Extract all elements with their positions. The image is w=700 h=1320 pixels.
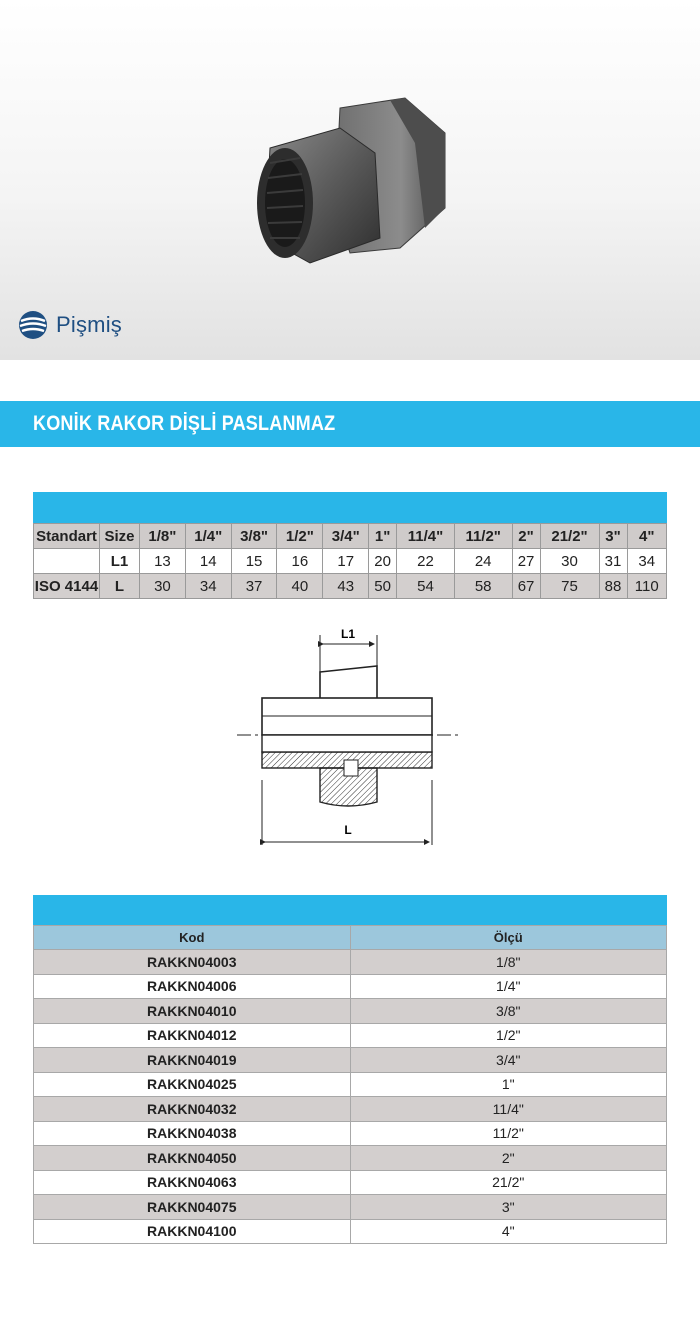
dimension-value: 22 <box>397 549 455 574</box>
size-col-header: 2" <box>512 524 540 549</box>
olcu-cell: 3/4" <box>350 1048 667 1073</box>
dimension-row-l <box>34 574 667 599</box>
dimension-value: 40 <box>277 574 323 599</box>
product-hero <box>0 0 700 360</box>
brand-name: Pişmiş <box>56 312 122 337</box>
size-col-header: 3/4" <box>323 524 369 549</box>
kod-cell: RAKKN04100 <box>34 1219 351 1244</box>
size-col-header: 1/2" <box>277 524 323 549</box>
kod-column-header: Kod <box>34 926 351 950</box>
table-row <box>34 1097 667 1122</box>
codes-header-row <box>34 926 667 950</box>
size-col-header: 21/2" <box>540 524 599 549</box>
table-row <box>34 1023 667 1048</box>
olcu-cell: 3/8" <box>350 999 667 1024</box>
dimension-value: 14 <box>185 549 231 574</box>
dimension-value: 50 <box>369 574 397 599</box>
product-title-bar <box>0 401 700 447</box>
olcu-cell: 21/2" <box>350 1170 667 1195</box>
size-header: Size <box>100 524 140 549</box>
kod-cell: RAKKN04010 <box>34 999 351 1024</box>
kod-cell: RAKKN04025 <box>34 1072 351 1097</box>
drawing-label-l: L <box>344 823 352 837</box>
dimension-label: L1 <box>100 549 140 574</box>
dimension-value: 15 <box>231 549 277 574</box>
olcu-cell: 2" <box>350 1146 667 1171</box>
dimension-value: 13 <box>140 549 186 574</box>
table-row <box>34 1146 667 1171</box>
size-col-header: 4" <box>627 524 667 549</box>
drawing-label-l1: L1 <box>340 627 356 641</box>
size-col-header: 11/2" <box>454 524 512 549</box>
table-row <box>34 1170 667 1195</box>
dimensions-table-header-bar <box>33 492 667 523</box>
dimension-value: 54 <box>397 574 455 599</box>
kod-cell: RAKKN04019 <box>34 1048 351 1073</box>
union-fitting-image <box>240 88 460 268</box>
dimension-value: 30 <box>540 549 599 574</box>
kod-cell: RAKKN04032 <box>34 1097 351 1122</box>
size-col-header: 3/8" <box>231 524 277 549</box>
codes-table-section <box>33 895 667 1244</box>
table-row <box>34 1219 667 1244</box>
table-row <box>34 974 667 999</box>
dimension-value: 67 <box>512 574 540 599</box>
dimension-value: 31 <box>599 549 627 574</box>
kod-cell: RAKKN04063 <box>34 1170 351 1195</box>
pismis-logo-icon <box>18 310 48 340</box>
table-row <box>34 1121 667 1146</box>
dimension-label: L <box>100 574 140 599</box>
olcu-cell: 3" <box>350 1195 667 1220</box>
olcu-cell: 1/2" <box>350 1023 667 1048</box>
dimension-value: 58 <box>454 574 512 599</box>
codes-table <box>33 925 667 1244</box>
table-row <box>34 999 667 1024</box>
standart-header: Standart <box>34 524 100 549</box>
dimension-value: 88 <box>599 574 627 599</box>
dimension-value: 34 <box>185 574 231 599</box>
kod-cell: RAKKN04050 <box>34 1146 351 1171</box>
dimension-value: 43 <box>323 574 369 599</box>
table-row <box>34 1195 667 1220</box>
dimension-value: 37 <box>231 574 277 599</box>
dimension-value: 17 <box>323 549 369 574</box>
size-col-header: 1/8" <box>140 524 186 549</box>
technical-drawing <box>232 620 472 850</box>
kod-cell: RAKKN04006 <box>34 974 351 999</box>
table-row <box>34 1072 667 1097</box>
kod-cell: RAKKN04003 <box>34 950 351 975</box>
size-col-header: 1/4" <box>185 524 231 549</box>
olcu-cell: 1/8" <box>350 950 667 975</box>
kod-cell: RAKKN04012 <box>34 1023 351 1048</box>
size-col-header: 1" <box>369 524 397 549</box>
dimension-value: 24 <box>454 549 512 574</box>
olcu-column-header: Ölçü <box>350 926 667 950</box>
kod-cell: RAKKN04075 <box>34 1195 351 1220</box>
dimension-value: 75 <box>540 574 599 599</box>
table-row <box>34 950 667 975</box>
olcu-cell: 1/4" <box>350 974 667 999</box>
olcu-cell: 11/4" <box>350 1097 667 1122</box>
dimension-row-l1 <box>34 549 667 574</box>
brand-logo <box>18 310 122 340</box>
olcu-cell: 11/2" <box>350 1121 667 1146</box>
standard-cell <box>34 549 100 574</box>
kod-cell: RAKKN04038 <box>34 1121 351 1146</box>
dimensions-table <box>33 523 667 599</box>
standard-cell: ISO 4144 <box>34 574 100 599</box>
size-col-header: 11/4" <box>397 524 455 549</box>
table-row <box>34 1048 667 1073</box>
dimension-value: 34 <box>627 549 667 574</box>
dimension-value: 110 <box>627 574 667 599</box>
olcu-cell: 1" <box>350 1072 667 1097</box>
size-col-header: 3" <box>599 524 627 549</box>
dimension-value: 27 <box>512 549 540 574</box>
dimension-value: 30 <box>140 574 186 599</box>
dimensions-table-section <box>33 492 667 599</box>
dimension-value: 16 <box>277 549 323 574</box>
dimensions-header-row <box>34 524 667 549</box>
product-title: KONİK RAKOR DİŞLİ PASLANMAZ <box>33 412 336 435</box>
dimension-value: 20 <box>369 549 397 574</box>
olcu-cell: 4" <box>350 1219 667 1244</box>
codes-table-header-bar <box>33 895 667 925</box>
